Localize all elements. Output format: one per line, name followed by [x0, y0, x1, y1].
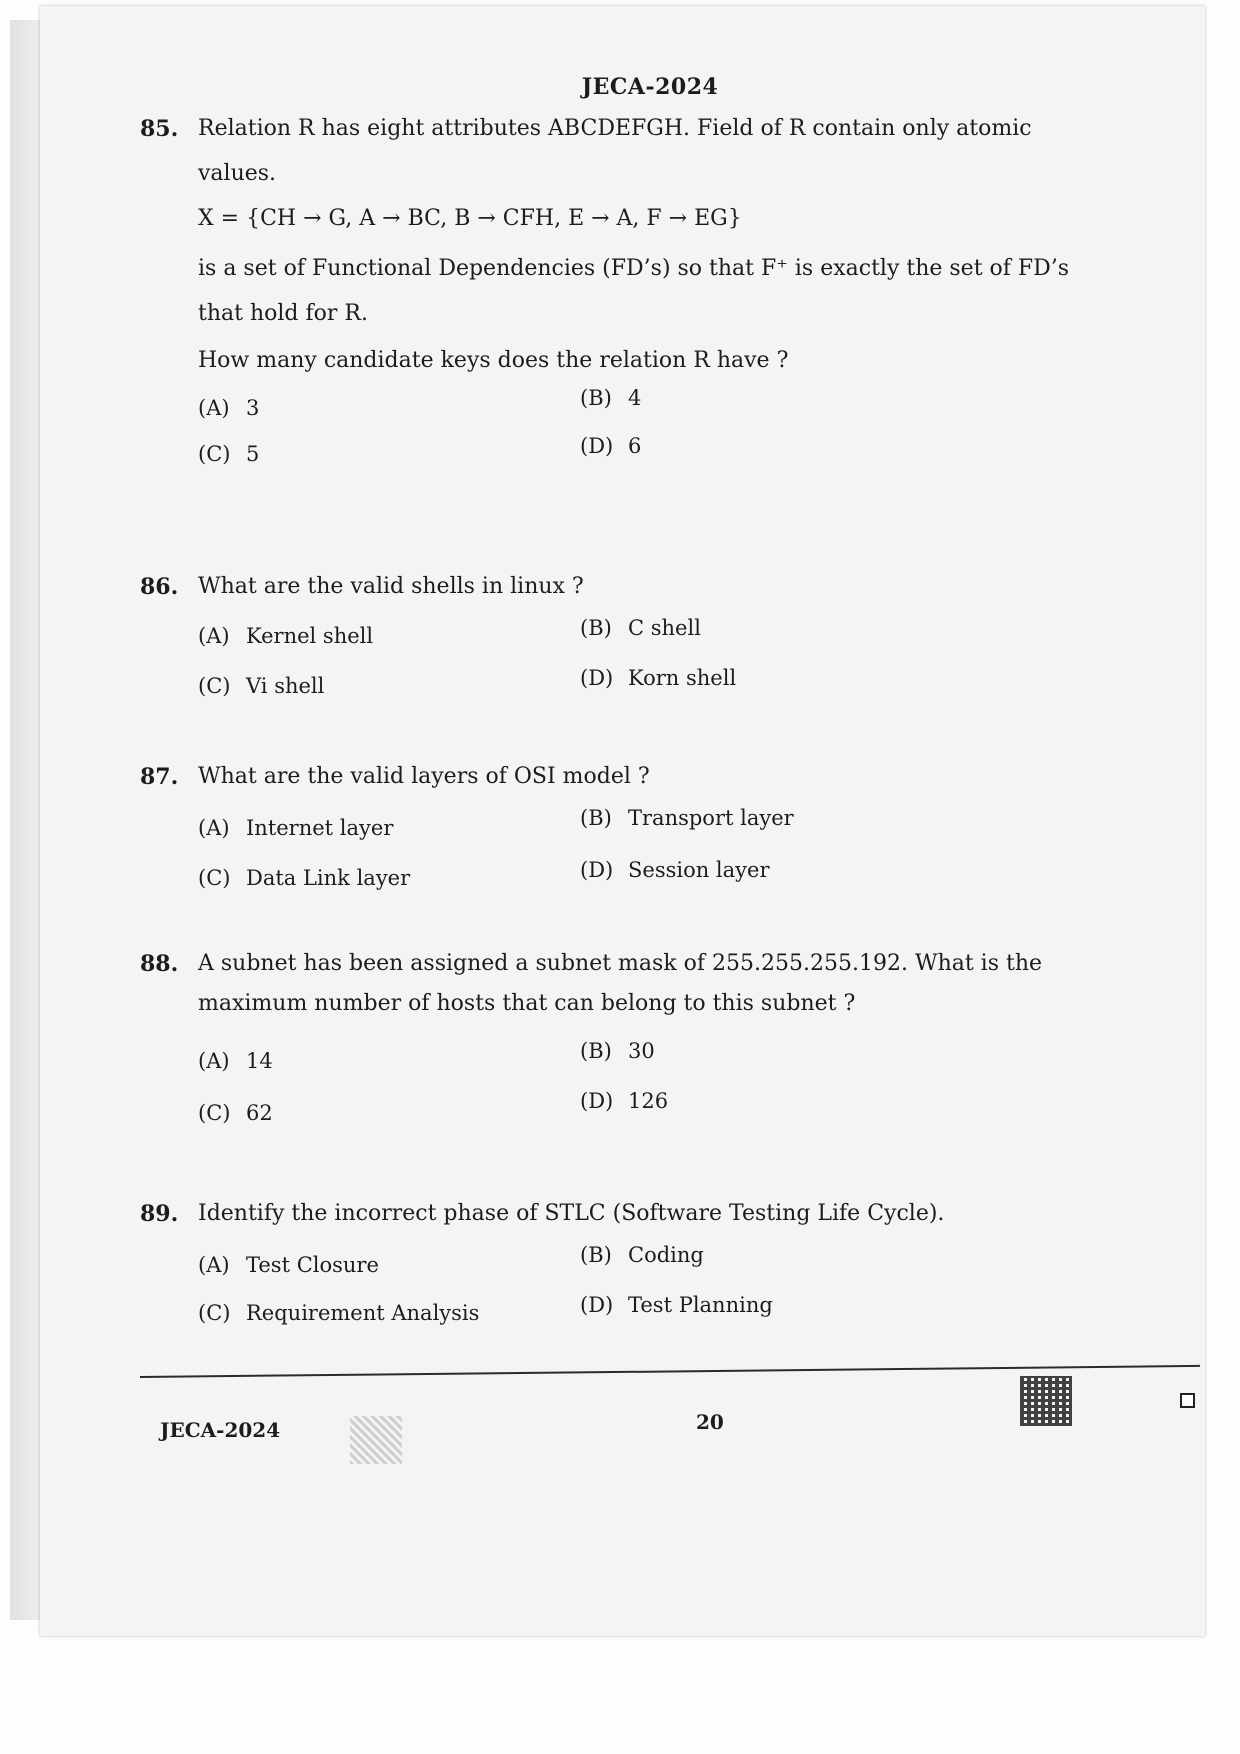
option-d[interactable]	[580, 858, 770, 882]
option-b[interactable]	[580, 806, 794, 830]
option-label: (C)	[198, 442, 231, 466]
footer-page-number: 20	[696, 1410, 724, 1434]
option-c[interactable]	[198, 866, 410, 890]
option-d[interactable]	[580, 1293, 773, 1317]
option-label: (D)	[580, 666, 614, 690]
option-label: (A)	[198, 624, 230, 648]
question-text-line: X = {CH → G, A → BC, B → CFH, E → A, F → EG}	[198, 206, 742, 231]
question-85	[140, 116, 1140, 496]
option-d[interactable]	[580, 434, 641, 458]
option-text: Requirement Analysis	[246, 1301, 480, 1325]
option-c[interactable]	[198, 1301, 479, 1325]
option-a[interactable]	[198, 396, 259, 420]
option-label: (B)	[580, 1243, 612, 1267]
option-text: 5	[246, 442, 260, 466]
option-label: (D)	[580, 1293, 614, 1317]
option-label: (B)	[580, 806, 612, 830]
question-number: 86.	[140, 574, 179, 600]
page-header: JECA-2024	[581, 74, 719, 100]
option-text: Coding	[628, 1243, 704, 1267]
question-text-line: What are the valid layers of OSI model ?	[198, 764, 650, 789]
option-b[interactable]	[580, 1243, 704, 1267]
corner-square-mark	[1180, 1393, 1195, 1408]
option-a[interactable]	[198, 1253, 379, 1277]
question-text-line: Relation R has eight attributes ABCDEFGH. Field of R contain only atomic	[198, 116, 1032, 141]
option-label: (C)	[198, 1101, 231, 1125]
option-text: Transport layer	[628, 806, 794, 830]
option-label: (B)	[580, 616, 612, 640]
option-text: Data Link layer	[246, 866, 411, 890]
option-b[interactable]	[580, 386, 641, 410]
option-text: Test Closure	[246, 1253, 379, 1277]
bleed-through-qr-code	[350, 1416, 402, 1464]
question-87	[140, 764, 1140, 914]
question-text-line: values.	[198, 161, 277, 186]
question-number: 88.	[140, 951, 179, 977]
option-a[interactable]	[198, 624, 373, 648]
option-text: C shell	[628, 616, 701, 640]
question-text-line: How many candidate keys does the relation R have ?	[198, 348, 789, 373]
option-text: 30	[628, 1039, 655, 1063]
option-label: (C)	[198, 1301, 231, 1325]
option-label: (D)	[580, 858, 614, 882]
qr-code	[1020, 1376, 1072, 1426]
option-label: (B)	[580, 386, 612, 410]
option-text: 4	[628, 386, 642, 410]
exam-page	[40, 6, 1205, 1636]
option-text: 126	[628, 1089, 669, 1113]
question-89	[140, 1201, 1140, 1351]
option-label: (A)	[198, 1253, 230, 1277]
option-label: (A)	[198, 396, 230, 420]
question-number: 89.	[140, 1201, 179, 1227]
option-text: 62	[246, 1101, 273, 1125]
option-a[interactable]	[198, 1049, 273, 1073]
question-text-line: A subnet has been assigned a subnet mask of 255.255.255.192. What is the	[198, 951, 1043, 976]
option-c[interactable]	[198, 674, 324, 698]
option-label: (A)	[198, 816, 230, 840]
question-text-line: that hold for R.	[198, 301, 368, 326]
option-label: (D)	[580, 1089, 614, 1113]
question-text-line: maximum number of hosts that can belong to this subnet ?	[198, 991, 856, 1016]
option-c[interactable]	[198, 1101, 273, 1125]
option-a[interactable]	[198, 816, 393, 840]
option-label: (C)	[198, 866, 231, 890]
option-label: (C)	[198, 674, 231, 698]
option-d[interactable]	[580, 1089, 668, 1113]
question-text-line: Identify the incorrect phase of STLC (Software Testing Life Cycle).	[198, 1201, 945, 1226]
option-text: Session layer	[628, 858, 770, 882]
question-number: 87.	[140, 764, 179, 790]
question-text-line: is a set of Functional Dependencies (FD’s) so that F⁺ is exactly the set of FD’s	[198, 256, 1070, 281]
option-text: Korn shell	[628, 666, 737, 690]
option-text: Vi shell	[246, 674, 325, 698]
option-label: (B)	[580, 1039, 612, 1063]
option-b[interactable]	[580, 616, 701, 640]
question-text-line: What are the valid shells in linux ?	[198, 574, 584, 599]
option-label: (D)	[580, 434, 614, 458]
option-label: (A)	[198, 1049, 230, 1073]
option-text: Test Planning	[628, 1293, 773, 1317]
option-b[interactable]	[580, 1039, 655, 1063]
option-text: 3	[246, 396, 260, 420]
option-text: 14	[246, 1049, 273, 1073]
question-86	[140, 574, 1140, 724]
option-d[interactable]	[580, 666, 736, 690]
question-number: 85.	[140, 116, 179, 142]
option-text: 6	[628, 434, 642, 458]
option-c[interactable]	[198, 442, 259, 466]
option-text: Kernel shell	[246, 624, 374, 648]
option-text: Internet layer	[246, 816, 394, 840]
footer-exam-code: JECA-2024	[160, 1418, 281, 1442]
question-88	[140, 951, 1140, 1141]
